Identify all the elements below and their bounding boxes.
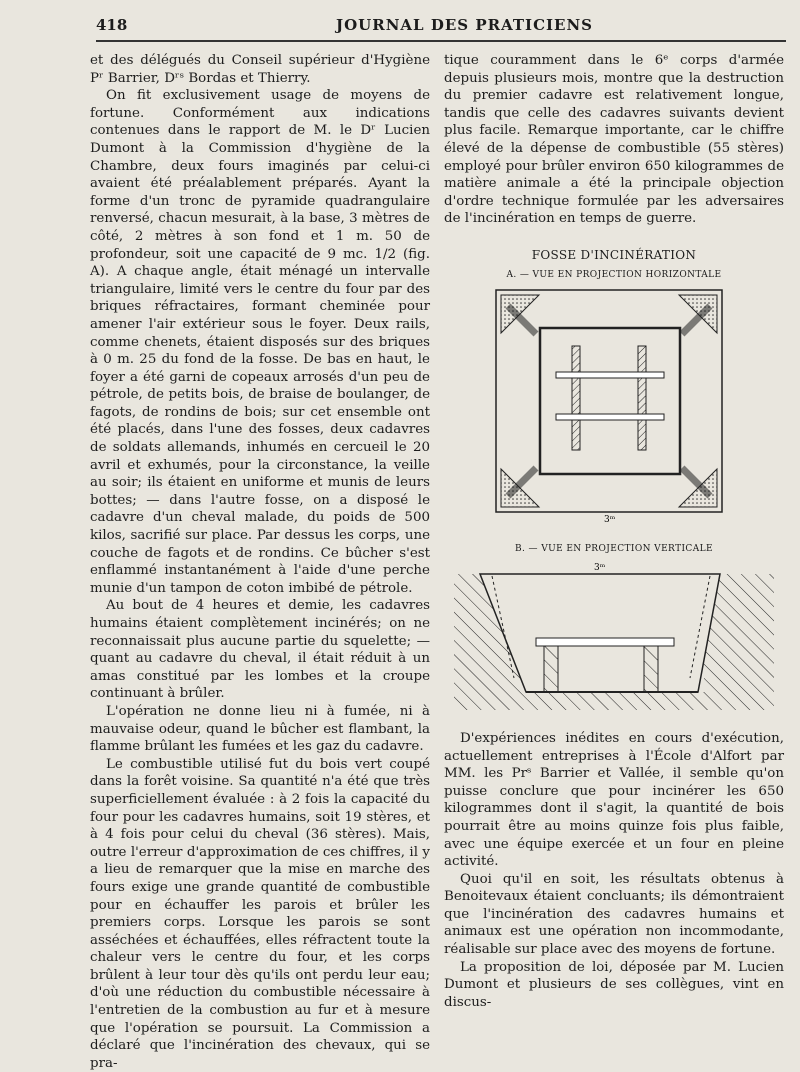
paragraph: Quoi qu'il en soit, les résultats obtenus à Benoitevaux étaient concluants; ils démontraient que l'incinération des cadavres humains et animaux est une opération non incommodante, réalisable sur place avec des moyens de fortune. <box>444 871 784 958</box>
paragraph: Au bout de 4 heures et demie, les cadavres humains étaient complètement incinérés; on ne reconnaissait plus aucune partie du squelette; — quant au cadavre du cheval, il était réduit à un amas constitué par les lombes et la croupe continuant à brûler. <box>90 598 430 702</box>
rail <box>556 414 664 420</box>
brick-support <box>572 346 580 450</box>
page-header <box>96 14 786 42</box>
right-column <box>444 52 784 1011</box>
brick-support <box>638 346 646 450</box>
dimension-label: 3ᵐ <box>604 514 616 525</box>
header-rule <box>96 40 786 42</box>
right-lower-text <box>444 730 784 1012</box>
paragraph: Le combustible utilisé fut du bois vert coupé dans la forêt voisine. Sa quantité n'a été que très superficiellement évaluée : à 2 fois la capacité du four pour les cadavres humains, soit 19 stères, et à 4 fois pour celui du cheval (36 stères). Mais, outre l'erreur d'approximation de ces chiffres, il y a lieu de remarquer que la mise en marche des fours exige une grande quantité de combustible pour en échauffer les parois et brûler les premiers corps. Lorsque les parois se sont asséchées et échauffées, elles réfractent toute la chaleur vers le centre du four, et les corps brûlent à leur tour dès qu'ils ont perdu leur eau; d'où une réduction du combustible nécessaire à l'entretien de la combustion au fur et à mesure que l'opération se poursuit. La Commission a déclaré que l'incinération des chevaux, qui se pra- <box>90 756 430 1071</box>
paragraph: D'expériences inédites en cours d'exécution, actuellement entreprises à l'École d'Alfort par MM. les Prˢ Barrier et Vallée, il semble qu'on puisse conclure que pour incinérer les 650 kilogrammes dont il s'agit, la quantité de bois pourrait être au moins quinze fois plus faible, avec une équipe exercée et un four en pleine activité. <box>444 730 784 870</box>
running-title: JOURNAL DES PRATICIENS <box>336 16 593 34</box>
inner-pit-outline <box>540 328 680 474</box>
page-number: 418 <box>96 16 128 34</box>
rail-section <box>536 638 674 646</box>
figure-title: FOSSE D'INCINÉRATION <box>531 247 697 262</box>
dimension-label: 3ᵐ <box>594 562 606 573</box>
paragraph: La proposition de loi, déposée par M. Lucien Dumont et plusieurs de ses collègues, vint en discus- <box>444 959 784 1010</box>
paragraph: tique couramment dans le 6ᵉ corps d'armée depuis plusieurs mois, montre que la destruction du premier cadavre est relativement longue, tandis que celle des cadavres suivants devient plus facile. Remarque importante, car le chiffre élevé de la dépense de combustible (55 stères) employé pour brûler environ 650 kilogrammes de matière animale a été la principale objection d'ordre technique formulée par les adversaires de l'incinération en temps de guerre. <box>444 53 784 227</box>
figure-caption-b: B. — VUE EN PROJECTION VERTICALE <box>515 543 713 554</box>
paragraph: et des délégués du Conseil supérieur d'Hygiène Pʳ Barrier, Dʳˢ Bordas et Thierry. <box>90 53 430 86</box>
plan-view-diagram <box>444 286 784 536</box>
figure-caption-a: A. — VUE EN PROJECTION HORIZONTALE <box>506 269 722 280</box>
brick-support <box>644 646 658 692</box>
vertical-section-diagram <box>444 560 784 720</box>
paragraph: L'opération ne donne lieu ni à fumée, ni à mauvaise odeur, quand le bûcher est flambant, la flamme brûlant les fumées et les gaz du cadavre. <box>90 703 430 755</box>
brick-support <box>544 646 558 692</box>
left-column <box>90 52 430 1072</box>
figure <box>444 248 784 720</box>
rail <box>556 372 664 378</box>
paragraph: On fit exclusivement usage de moyens de fortune. Conformément aux indications contenues dans le rapport de M. le Dʳ Lucien Dumont à la Commission d'hygiène de la Chambre, deux fours imaginés par celui-ci avaient été préalablement préparés. Ayant la forme d'un tronc de pyramide quadrangulaire renversé, chacun mesurait, à la base, 3 mètres de côté, 2 mètres à son fond et 1 m. 50 de profondeur, soit une capacité de 9 mc. 1/2 (fig. A). A chaque angle, était ménagé un intervalle triangulaire, limité vers le centre du four par des briques réfractaires, formant cheminée pour amener l'air extérieur sous le foyer. Deux rails, comme chenets, étaient disposés sur des briques à 0 m. 25 du fond de la fosse. De bas en haut, le foyer a été garni de copeaux arrosés d'un peu de pétrole, de petits bois, de braise de boulanger, de fagots, de rondins de bois; sur cet ensemble ont été placés, dans l'une des fosses, deux cadavres de soldats allemands, inhumés en cercueil le 20 avril et exhumés, pour la circonstance, la veille au soir; ils étaient en uniforme et munis de leurs bottes; — dans l'autre fosse, on a disposé le cadavre d'un cheval malade, du poids de 500 kilos, sacrifié sur place. Par dessus les corps, une couche de fagots et de rondins. Ce bûcher s'est enflammé instantanément à l'aide d'une perche munie d'un tampon de coton imbibé de pétrole. <box>90 88 430 596</box>
